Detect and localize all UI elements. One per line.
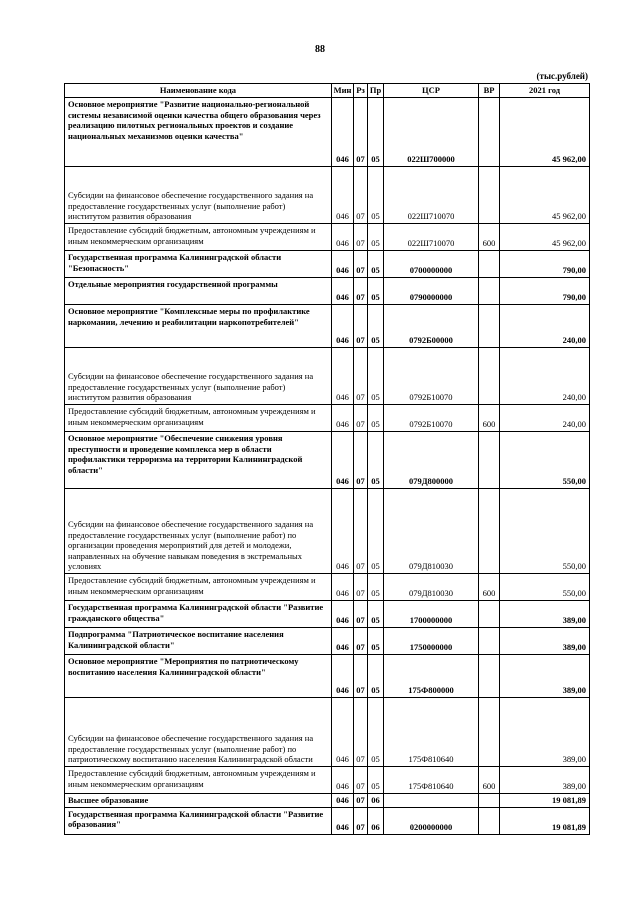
row-name: Основное мероприятие "Мероприятия по патриотическому воспитанию населения Калининградской области" [65,655,332,698]
row-min: 046 [332,767,354,794]
row-pr: 05 [368,251,384,278]
row-rz: 07 [354,167,368,224]
table-row [65,767,590,794]
row-min: 046 [332,655,354,698]
row-min: 046 [332,167,354,224]
row-rz: 07 [354,224,368,251]
table-row [65,348,590,405]
row-rz: 07 [354,807,368,834]
row-vr [479,655,500,698]
row-name: Высшее образование [65,794,332,808]
row-csr: 079Д810030 [384,489,479,574]
page-number: 88 [315,44,325,55]
row-pr: 05 [368,278,384,305]
row-name: Основное мероприятие "Обеспечение снижения уровня преступности и проведение комплекса мер в области профилактики терроризма на территории Калининградской области" [65,432,332,489]
row-csr: 022Ш710070 [384,224,479,251]
row-amount: 240,00 [500,305,590,348]
row-pr: 05 [368,348,384,405]
row-pr: 05 [368,601,384,628]
row-pr: 05 [368,167,384,224]
table-row [65,305,590,348]
row-amount: 550,00 [500,432,590,489]
row-rz: 07 [354,574,368,601]
row-amount: 790,00 [500,251,590,278]
row-csr: 1750000000 [384,628,479,655]
row-csr: 0790000000 [384,278,479,305]
row-min: 046 [332,98,354,167]
row-rz: 07 [354,628,368,655]
table-row [65,278,590,305]
row-rz: 07 [354,305,368,348]
row-name: Государственная программа Калининградской области "Развитие гражданского общества" [65,601,332,628]
budget-table [64,83,590,835]
table-row [65,489,590,574]
row-vr: 600 [479,405,500,432]
row-pr: 05 [368,698,384,767]
row-csr: 0792Б00000 [384,305,479,348]
row-vr [479,98,500,167]
row-pr: 06 [368,794,384,808]
row-min: 046 [332,628,354,655]
row-pr: 05 [368,655,384,698]
row-min: 046 [332,698,354,767]
header-pr: Пр [368,84,384,98]
row-name: Предоставление субсидий бюджетным, автономным учреждениям и иным некоммерческим организациям [65,224,332,251]
row-pr: 05 [368,305,384,348]
table-row [65,601,590,628]
row-name: Отдельные мероприятия государственной программы [65,278,332,305]
row-rz: 07 [354,698,368,767]
row-min: 046 [332,794,354,808]
row-csr: 1700000000 [384,601,479,628]
row-amount: 45 962,00 [500,167,590,224]
table-row [65,574,590,601]
row-name: Предоставление субсидий бюджетным, автономным учреждениям и иным некоммерческим организациям [65,767,332,794]
row-amount: 389,00 [500,698,590,767]
row-csr: 0792Б10070 [384,348,479,405]
row-pr: 06 [368,807,384,834]
table-row [65,251,590,278]
header-csr: ЦСР [384,84,479,98]
table-row [65,698,590,767]
row-min: 046 [332,405,354,432]
row-min: 046 [332,432,354,489]
row-rz: 07 [354,601,368,628]
row-rz: 07 [354,348,368,405]
row-pr: 05 [368,767,384,794]
row-csr: 175Ф800000 [384,655,479,698]
row-pr: 05 [368,405,384,432]
table-row [65,655,590,698]
header-min: Мин [332,84,354,98]
row-rz: 07 [354,432,368,489]
table-row [65,794,590,808]
row-vr [479,698,500,767]
header-name: Наименование кода [65,84,332,98]
row-pr: 05 [368,574,384,601]
table-row [65,628,590,655]
row-amount: 389,00 [500,767,590,794]
row-amount: 240,00 [500,405,590,432]
row-name: Субсидии на финансовое обеспечение государственного задания на предоставление государственных услуг (выполнение работ) по организации проведения мероприятий для детей и молодежи, направленных на обучение навыкам поведения в экстремальных условиях [65,489,332,574]
row-vr [479,348,500,405]
row-csr: 0792Б10070 [384,405,479,432]
row-vr [479,489,500,574]
row-vr [479,305,500,348]
row-rz: 07 [354,98,368,167]
row-csr: 022Ш700000 [384,98,479,167]
row-amount: 389,00 [500,628,590,655]
row-rz: 07 [354,278,368,305]
row-min: 046 [332,489,354,574]
row-amount: 550,00 [500,489,590,574]
row-rz: 07 [354,405,368,432]
header-vr: ВР [479,84,500,98]
row-min: 046 [332,807,354,834]
row-vr: 600 [479,767,500,794]
row-name: Предоставление субсидий бюджетным, автономным учреждениям и иным некоммерческим организациям [65,574,332,601]
header-year: 2021 год [500,84,590,98]
row-name: Субсидии на финансовое обеспечение государственного задания на предоставление государственных услуг (выполнение работ) институтом развития образования [65,348,332,405]
row-csr [384,794,479,808]
row-name: Подпрограмма "Патриотическое воспитание населения Калининградской области" [65,628,332,655]
table-row [65,405,590,432]
row-csr: 079Д810030 [384,574,479,601]
row-rz: 07 [354,794,368,808]
row-min: 046 [332,278,354,305]
row-rz: 07 [354,489,368,574]
row-pr: 05 [368,224,384,251]
row-name: Государственная программа Калининградской области "Развитие образования" [65,807,332,834]
table-row [65,98,590,167]
row-pr: 05 [368,432,384,489]
row-vr [479,794,500,808]
row-csr: 175Ф810640 [384,767,479,794]
row-vr [479,807,500,834]
row-vr [479,251,500,278]
row-min: 046 [332,574,354,601]
row-vr [479,628,500,655]
table-row [65,432,590,489]
row-min: 046 [332,251,354,278]
row-min: 046 [332,305,354,348]
row-csr: 079Д800000 [384,432,479,489]
row-min: 046 [332,224,354,251]
row-csr: 0200000000 [384,807,479,834]
units-label: (тыс.рублей) [536,71,588,81]
row-amount: 790,00 [500,278,590,305]
table-row [65,167,590,224]
row-vr [479,432,500,489]
row-vr [479,601,500,628]
row-vr: 600 [479,224,500,251]
row-csr: 022Ш710070 [384,167,479,224]
row-rz: 07 [354,767,368,794]
table-header-row [65,84,590,98]
row-name: Государственная программа Калининградской области "Безопасность" [65,251,332,278]
row-csr: 175Ф810640 [384,698,479,767]
row-min: 046 [332,348,354,405]
table-row [65,224,590,251]
row-pr: 05 [368,98,384,167]
row-rz: 07 [354,251,368,278]
row-vr [479,278,500,305]
row-amount: 240,00 [500,348,590,405]
row-amount: 45 962,00 [500,224,590,251]
row-amount: 389,00 [500,655,590,698]
row-amount: 550,00 [500,574,590,601]
row-name: Субсидии на финансовое обеспечение государственного задания на предоставление государственных услуг (выполнение работ) по патриотическому воспитанию населения Калининградской области [65,698,332,767]
row-name: Предоставление субсидий бюджетным, автономным учреждениям и иным некоммерческим организациям [65,405,332,432]
row-amount: 19 081,89 [500,794,590,808]
row-name: Субсидии на финансовое обеспечение государственного задания на предоставление государственных услуг (выполнение работ) институтом развития образования [65,167,332,224]
row-pr: 05 [368,489,384,574]
row-vr: 600 [479,574,500,601]
row-amount: 389,00 [500,601,590,628]
row-min: 046 [332,601,354,628]
row-name: Основное мероприятие "Развитие национально-региональной системы независимой оценки качества общего образования через реализацию пилотных региональных проектов и создание национальных механизмов оценки качества" [65,98,332,167]
row-amount: 19 081,89 [500,807,590,834]
row-name: Основное мероприятие "Комплексные меры по профилактике наркомании, лечению и реабилитации наркопотребителей" [65,305,332,348]
row-pr: 05 [368,628,384,655]
row-amount: 45 962,00 [500,98,590,167]
row-vr [479,167,500,224]
row-rz: 07 [354,655,368,698]
row-csr: 0700000000 [384,251,479,278]
header-rz: Рз [354,84,368,98]
table-row [65,807,590,834]
